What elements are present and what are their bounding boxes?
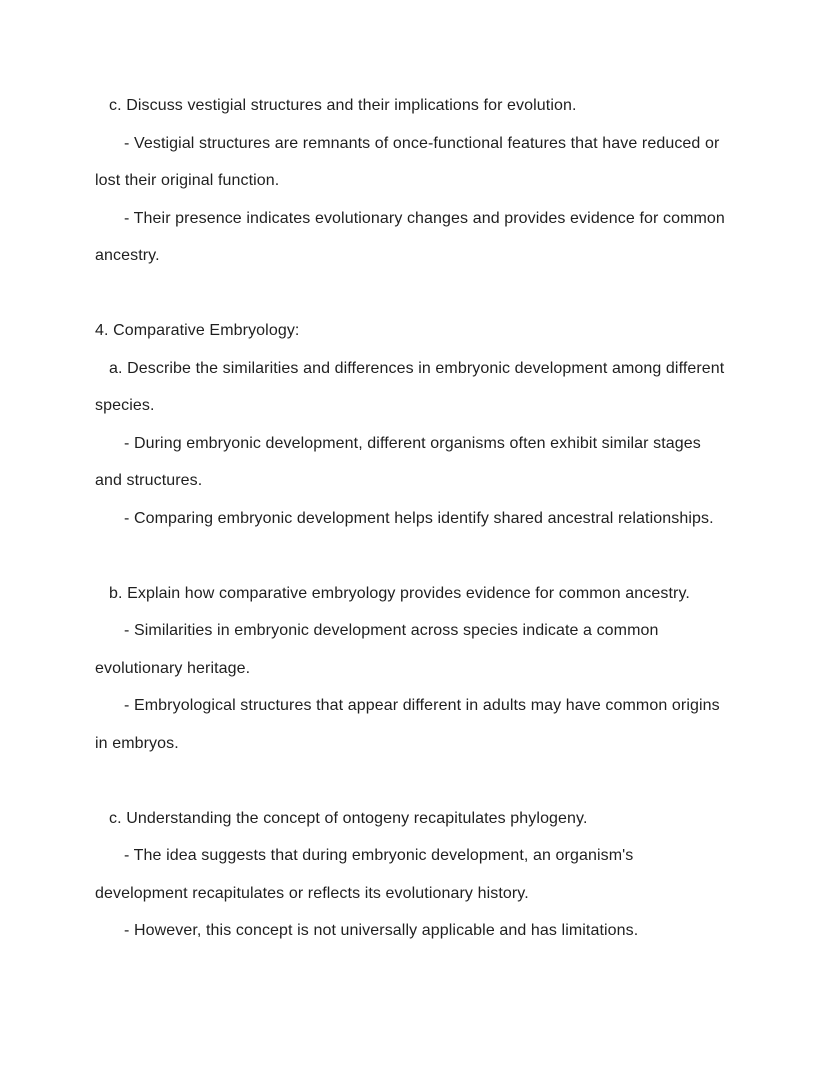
paragraph: [95, 350, 735, 425]
paragraph: [95, 425, 735, 500]
text-line: - However, this concept is not universally applicable and has limitations.: [124, 922, 639, 939]
text-line: a. Describe the similarities and differences in embryonic development among different: [109, 359, 725, 377]
paragraph: [95, 687, 735, 762]
blank-line: [95, 537, 735, 575]
text-line: - Embryological structures that appear different in adults may have common origins: [124, 697, 720, 714]
blank-line: [95, 762, 735, 800]
paragraph: [95, 575, 735, 613]
text-line: evolutionary heritage.: [95, 659, 251, 677]
text-line: c. Understanding the concept of ontogeny recapitulates phylogeny.: [109, 809, 588, 827]
document-content: [95, 87, 735, 950]
paragraph: [95, 800, 735, 838]
text-line: - Similarities in embryonic development across species indicate a common: [124, 622, 659, 639]
blank-paragraph: [95, 275, 735, 313]
paragraph: [95, 200, 735, 275]
text-line: and structures.: [95, 472, 203, 489]
text-line: - Their presence indicates evolutionary changes and provides evidence for common: [124, 209, 725, 227]
paragraph: [95, 312, 735, 350]
text-line: - Comparing embryonic development helps identify shared ancestral relationships.: [124, 509, 714, 527]
text-line: - The idea suggests that during embryonic development, an organism's: [124, 847, 634, 864]
text-line: development recapitulates or reflects its evolutionary history.: [95, 884, 529, 902]
paragraph: [95, 87, 735, 125]
text-line: b. Explain how comparative embryology provides evidence for common ancestry.: [109, 584, 690, 602]
paragraph: [95, 837, 735, 912]
text-line: species.: [95, 397, 155, 414]
text-line: c. Discuss vestigial structures and their implications for evolution.: [109, 97, 577, 114]
text-line: - Vestigial structures are remnants of once-functional features that have reduced or: [124, 134, 720, 152]
text-line: in embryos.: [95, 734, 179, 752]
blank-paragraph: [95, 762, 735, 800]
paragraph: [95, 500, 735, 538]
text-line: lost their original function.: [95, 172, 280, 189]
text-line: ancestry.: [95, 247, 160, 264]
paragraph: [95, 912, 735, 950]
paragraph: [95, 612, 735, 687]
text-line: - During embryonic development, different organisms often exhibit similar stages: [124, 434, 701, 452]
paragraph: [95, 125, 735, 200]
blank-paragraph: [95, 537, 735, 575]
blank-line: [95, 275, 735, 313]
text-line: 4. Comparative Embryology:: [95, 322, 300, 339]
